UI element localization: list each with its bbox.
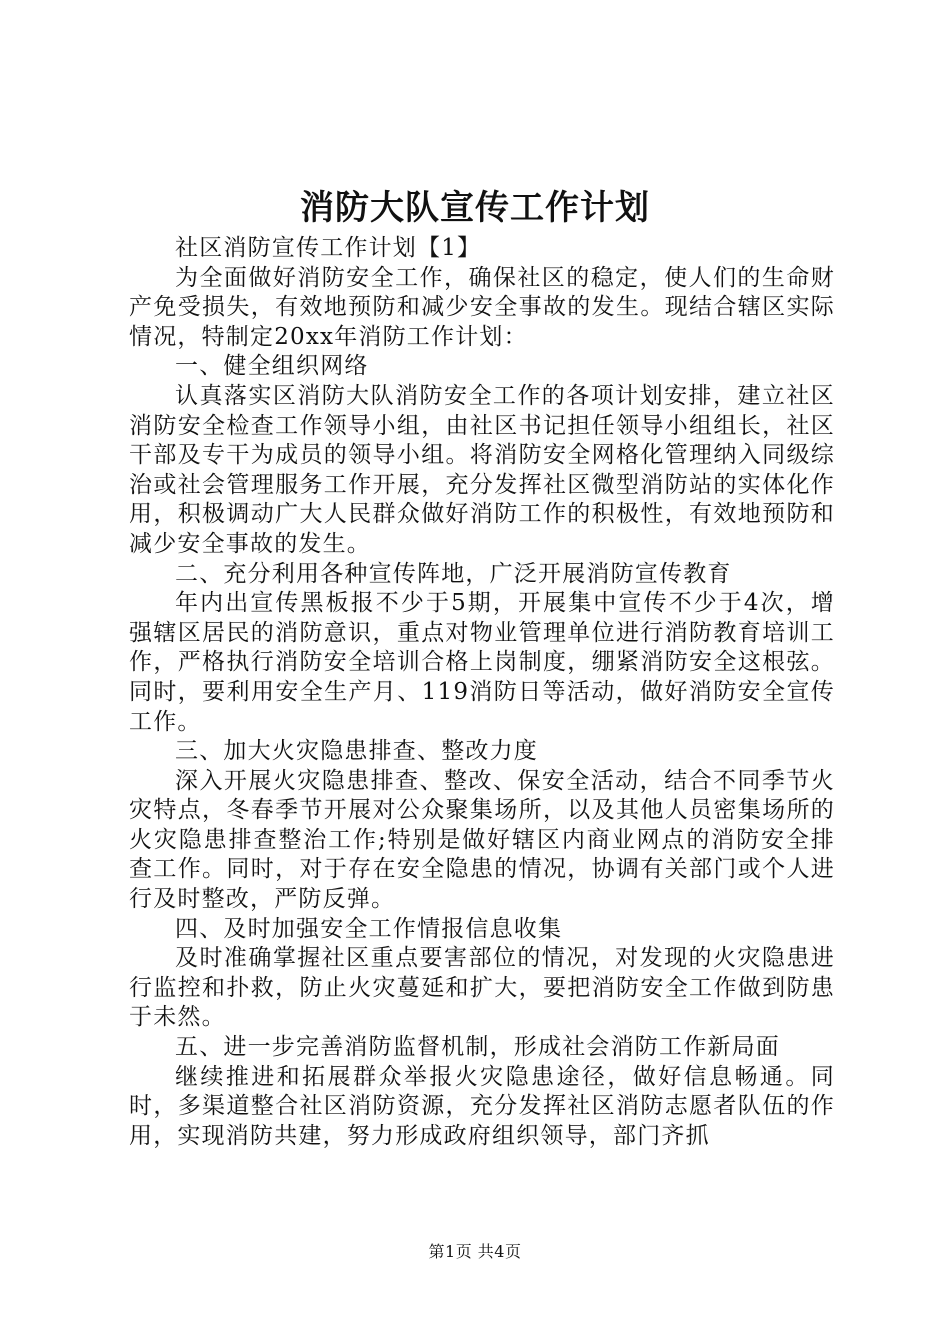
- document-title: 消防大队宣传工作计划: [300, 188, 650, 228]
- heading-2: 二、充分利用各种宣传阵地，广泛开展消防宣传教育: [175, 560, 732, 587]
- document-body: [129, 234, 835, 1151]
- paragraph-3: 深入开展火灾隐患排查、整改、保安全活动，结合不同季节火灾特点，冬春季节开展对公众聚集场所，以及其他人员密集场所的火灾隐患排查整治工作;特别是做好辖区内商业网点的消防安全排查工作。同时，对于存在安全隐患的情况，协调有关部门或个人进行及时整改，严防反弹。: [129, 767, 835, 913]
- heading-5: 五、进一步完善消防监督机制，形成社会消防工作新局面: [175, 1034, 780, 1061]
- heading-3: 三、加大火灾隐患排查、整改力度: [175, 738, 538, 765]
- paragraph-1: 认真落实区消防大队消防安全工作的各项计划安排，建立社区消防安全检查工作领导小组，由社区书记担任领导小组组长，社区干部及专干为成员的领导小组。将消防安全网格化管理纳入同级综治或社会管理服务工作开展，充分发挥社区微型消防站的实体化作用，积极调动广大人民群众做好消防工作的积极性，有效地预防和减少安全事故的发生。: [129, 382, 835, 557]
- paragraph-intro: 为全面做好消防安全工作，确保社区的稳定，使人们的生命财产免受损失，有效地预防和减少安全事故的发生。现结合辖区实际情况，特制定20xx年消防工作计划：: [129, 264, 835, 350]
- paragraph-4: 及时准确掌握社区重点要害部位的情况，对发现的火灾隐患进行监控和扑救，防止火灾蔓延和扩大，要把消防安全工作做到防患于未然。: [129, 945, 835, 1031]
- page-footer: 第1页 共4页: [428, 1242, 522, 1261]
- heading-4: 四、及时加强安全工作情报信息收集: [175, 915, 563, 942]
- paragraph-2: 年内出宣传黑板报不少于5期，开展集中宣传不少于4次，增强辖区居民的消防意识，重点对物业管理单位进行消防教育培训工作，严格执行消防安全培训合格上岗制度，绷紧消防安全这根弦。同时，要利用安全生产月、119消防日等活动，做好消防安全宣传工作。: [129, 590, 835, 735]
- paragraph-5: 继续推进和拓展群众举报火灾隐患途径，做好信息畅通。同时，多渠道整合社区消防资源，充分发挥社区消防志愿者队伍的作用，实现消防共建，努力形成政府组织领导，部门齐抓: [129, 1063, 835, 1149]
- section-subtitle: 社区消防宣传工作计划【1】: [175, 235, 482, 261]
- heading-1: 一、健全组织网络: [175, 353, 369, 380]
